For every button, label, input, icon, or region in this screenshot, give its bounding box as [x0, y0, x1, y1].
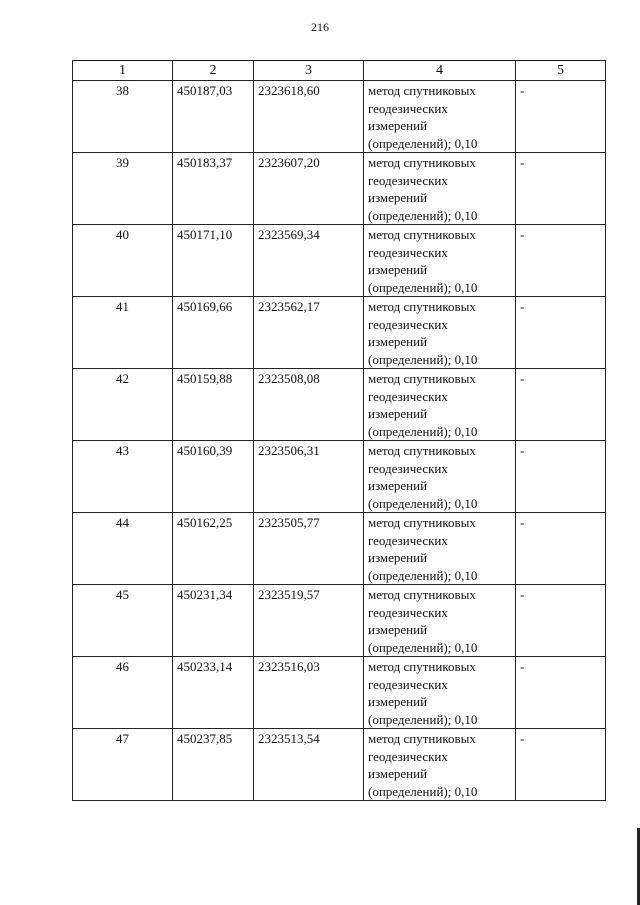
method-text-line: геодезических [368, 100, 448, 116]
method-text-line: (определений); 0,10 [368, 567, 478, 583]
method-text-line: (определений); 0,10 [368, 711, 478, 727]
point-number-cell: 46 [73, 657, 173, 729]
y-coordinate-cell: 2323519,57 [254, 585, 364, 657]
method-text-line: метод спутниковых [368, 443, 476, 458]
method-text-line: метод спутниковых [368, 227, 476, 242]
point-number-cell: 42 [73, 369, 173, 441]
method-cell [364, 369, 516, 441]
method-text-line: метод спутниковых [368, 587, 476, 602]
method-cell [364, 585, 516, 657]
note-cell: - [516, 585, 606, 657]
column-header-5: 5 [516, 61, 606, 81]
method-cell [364, 225, 516, 297]
point-number-cell: 47 [73, 729, 173, 801]
page-number: 216 [311, 20, 329, 34]
method-text-line: измерений [368, 478, 428, 493]
x-coordinate-cell: 450187,03 [173, 81, 254, 153]
method-text-line: (определений); 0,10 [368, 783, 478, 799]
x-coordinate-cell: 450237,85 [173, 729, 254, 801]
method-text-line: метод спутниковых [368, 299, 476, 314]
method-text-line: (определений); 0,10 [368, 423, 478, 439]
method-text-line: измерений [368, 190, 428, 205]
table-row [73, 729, 606, 801]
method-text-line: измерений [368, 766, 428, 781]
method-cell [364, 81, 516, 153]
method-text-line: геодезических [368, 460, 448, 476]
method-text-line: геодезических [368, 244, 448, 260]
table-row [73, 369, 606, 441]
y-coordinate-cell: 2323562,17 [254, 297, 364, 369]
x-coordinate-cell: 450160,39 [173, 441, 254, 513]
x-coordinate-cell: 450162,25 [173, 513, 254, 585]
method-text-line: (определений); 0,10 [368, 639, 478, 655]
column-header-2: 2 [173, 61, 254, 81]
method-cell [364, 657, 516, 729]
method-text-line: метод спутниковых [368, 731, 476, 746]
table-row [73, 657, 606, 729]
y-coordinate-cell: 2323506,31 [254, 441, 364, 513]
method-text-line: измерений [368, 406, 428, 421]
column-header-4: 4 [364, 61, 516, 81]
method-text-line: геодезических [368, 748, 448, 764]
x-coordinate-cell: 450171,10 [173, 225, 254, 297]
point-number-cell: 43 [73, 441, 173, 513]
method-text-line: измерений [368, 262, 428, 277]
table-row [73, 585, 606, 657]
note-cell: - [516, 729, 606, 801]
method-cell [364, 441, 516, 513]
point-number-cell: 41 [73, 297, 173, 369]
y-coordinate-cell: 2323516,03 [254, 657, 364, 729]
method-text-line: (определений); 0,10 [368, 135, 478, 151]
point-number-cell: 38 [73, 81, 173, 153]
method-text-line: (определений); 0,10 [368, 495, 478, 511]
note-cell: - [516, 513, 606, 585]
note-cell: - [516, 657, 606, 729]
note-cell: - [516, 297, 606, 369]
y-coordinate-cell: 2323505,77 [254, 513, 364, 585]
y-coordinate-cell: 2323508,08 [254, 369, 364, 441]
point-number-cell: 39 [73, 153, 173, 225]
method-text-line: (определений); 0,10 [368, 279, 478, 295]
x-coordinate-cell: 450183,37 [173, 153, 254, 225]
y-coordinate-cell: 2323618,60 [254, 81, 364, 153]
method-text-line: измерений [368, 622, 428, 637]
method-text-line: метод спутниковых [368, 83, 476, 98]
method-text-line: геодезических [368, 604, 448, 620]
note-cell: - [516, 153, 606, 225]
coordinates-table [72, 60, 606, 801]
method-text-line: измерений [368, 694, 428, 709]
method-text-line: метод спутниковых [368, 515, 476, 530]
table-row [73, 513, 606, 585]
note-cell: - [516, 81, 606, 153]
method-text-line: геодезических [368, 172, 448, 188]
note-cell: - [516, 369, 606, 441]
point-number-cell: 44 [73, 513, 173, 585]
method-cell [364, 729, 516, 801]
method-cell [364, 153, 516, 225]
method-text-line: метод спутниковых [368, 371, 476, 386]
point-number-cell: 40 [73, 225, 173, 297]
table-row [73, 81, 606, 153]
y-coordinate-cell: 2323569,34 [254, 225, 364, 297]
method-text-line: геодезических [368, 532, 448, 548]
method-text-line: геодезических [368, 316, 448, 332]
table-header-row [73, 61, 606, 81]
note-cell: - [516, 225, 606, 297]
method-text-line: геодезических [368, 676, 448, 692]
x-coordinate-cell: 450233,14 [173, 657, 254, 729]
note-cell: - [516, 441, 606, 513]
method-text-line: метод спутниковых [368, 659, 476, 674]
point-number-cell: 45 [73, 585, 173, 657]
table-body [73, 81, 606, 801]
x-coordinate-cell: 450231,34 [173, 585, 254, 657]
table-row [73, 297, 606, 369]
method-cell [364, 297, 516, 369]
y-coordinate-cell: 2323607,20 [254, 153, 364, 225]
table-row [73, 225, 606, 297]
x-coordinate-cell: 450159,88 [173, 369, 254, 441]
x-coordinate-cell: 450169,66 [173, 297, 254, 369]
method-text-line: измерений [368, 118, 428, 133]
method-text-line: геодезических [368, 388, 448, 404]
column-header-3: 3 [254, 61, 364, 81]
method-text-line: метод спутниковых [368, 155, 476, 170]
column-header-1: 1 [73, 61, 173, 81]
method-text-line: (определений); 0,10 [368, 207, 478, 223]
method-text-line: измерений [368, 550, 428, 565]
table-row [73, 441, 606, 513]
method-text-line: измерений [368, 334, 428, 349]
method-text-line: (определений); 0,10 [368, 351, 478, 367]
method-cell [364, 513, 516, 585]
table-row [73, 153, 606, 225]
y-coordinate-cell: 2323513,54 [254, 729, 364, 801]
